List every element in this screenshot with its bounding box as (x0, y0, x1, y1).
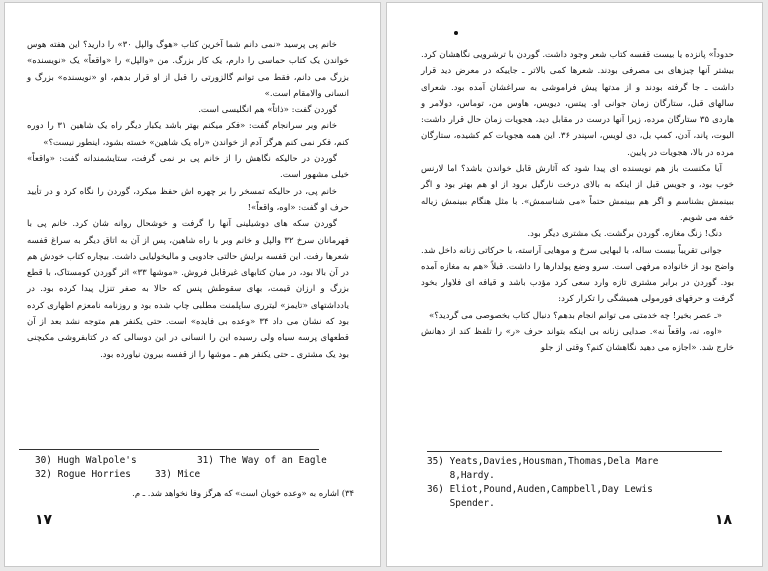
paragraph: آیا مکنست باز هم نویسنده ای پیدا شود که آثارش قابل خواندن باشد؟ اما لارنس خوب بود، و جویس قبل از اینکه به بالای درخت نارگیل برود از او هم بهتر بود و اگر ببینمش بشناسم و اگر هم ببینمش حتماً «می شناسمش». با مثل هنگام ببینمش زیاله خفه می شویم. (421, 164, 734, 223)
right-page-body (421, 47, 734, 357)
right-page (386, 2, 763, 567)
left-page-body (27, 37, 349, 363)
paragraph: دنگ! زنگ مغازه. گوردن برگشت. یک مشتری دیگر بود. (527, 229, 722, 240)
paragraph: گوردن گفت: «ذاتاً» هم انگلیسی است. (198, 105, 337, 116)
ink-dot (454, 31, 458, 35)
paragraph: خانم وبر سرانجام گفت: «فکر میکنم بهتر باشد یکبار دیگر راه یک شاهین ۳۱ را دوره کنم، فکر نمی کنم هرگز آدم از خواندن «راه یک شاهین» خسته بشود، اینطور نیست؟» (27, 121, 349, 148)
footnote-divider (19, 449, 319, 450)
footnote-latin: 30) Hugh Walpole's (35, 455, 137, 466)
paragraph: جوانی تقریباً بیست ساله، با لبهایی سرخ و موهایی آراسته، با حرکاتی زنانه داخل شد. واضح بود از خانواده مرفهی است. سرو وضع پولدارها را داشت. قبلاً «هم به مغازه آمده بود. گوردن در برابر مشتری تازه وارد سعی کرد مؤدب باشد و قیافه ای فلاوار بخود گرفت و حرفهای فورمولی همیشگی را تکرار کرد: (421, 245, 734, 305)
left-page (4, 2, 381, 567)
paragraph: گوردن سکه های دوشیلینی آنها را گرفت و خوشحال روانه شان کرد. خانم پی با فهرمانان سرخ ۳۲ والپل و خانم وبر با راه شاهین، پس از آن به اتاق دیگر به سراغ قفسه شعرها رفت. این قفسه برایش حالتی جادویی و مالیخولیایی داشت. بیچاره کتاب خودش هم در آن بالا بود، در میان کتابهای غیرقابل فروش. «موشها ۳۳» اثر گوردن کومستاک، با قطع بزرگ و ارزان قیمت، بهای سقوطش پنس که حالا به صفر تنزل پیدا کرده بود. در یادداشتهای «تایمز» لیترری ساپلمنت مطلبی چاپ شده بود و روزنامه نامعزم اظهاری کرده بود که نشان می داد ۳۴ «وعده بی فایده» است. حتی یکنفر هم متوجه نشد بعد از آن قطعهای پرسه سیاه ولی رسیده این را انسانی در این دوسالی که در کتابفروشی مکیچنی بود یک مشتری ـ حتی یکنفر هم ـ موشها را از قفسه بیرون نیاورده بود. (27, 219, 349, 360)
footnote-latin: 32) Rogue Horries (35, 469, 131, 480)
paragraph: خانم پی، در حالیکه تمسخر را بر چهره اش حفظ میکرد، گوردن را نگاه کرد و در تأیید حرف او گفت: «اوه، واقعاً»! (27, 186, 349, 213)
paragraph: «اوه، نه، واقعاً نه». صدایی زنانه بی اینکه بتواند حرف «ر» را تلفظ کند از دهانش خارج شد. «اجازه می دهید نگاهشان کنم؟ وقتی از جلو (421, 327, 734, 354)
page-number: ۱۷ (35, 512, 53, 528)
footnote-latin: 31) The Way of an Eagle (197, 455, 327, 466)
paragraph: گوردن در حالیکه نگاهش را از خانم پی بر نمی گرفت، ستایشمندانه گفت: «واقعاً» خیلی مشهور است. (27, 154, 349, 181)
paragraph: خانم پی پرسید «نمی دانم شما آخرین کتاب «هوگ والپل ۳۰» را دارید؟ این هفته هوس خواندن یک کتاب حماسی را دارم، یک کار بزرگ. من «والپل» را «واقعاً» یک «نویسنده» بزرگ می دانم، فقط می توانم گالزورتی را قبل از او قرار بدهم، او «نویسنده» بزرگ و انسانی والامقام است.» (27, 40, 349, 99)
paragraph: «ـ عصر بخیر! چه خدمتی می توانم انجام بدهم؟ دنبال کتاب بخصوصی می گردید؟» (428, 310, 722, 321)
footnote-persian: ۳۴) اشاره به «وعده خوبان است» که هرگز وفا نخواهد شد. ـ م. (132, 488, 354, 498)
paragraph: حدوداً» پانزده یا بیست قفسه کتاب شعر وجود داشت. گوردن با ترشرویی نگاهشان کرد. بیشتر آنها چیزهای بی مصرفی بودند. شعرها کمی بالاتر ـ جاییکه در معرض دید قرار داشت ـ جا گرفته بودند و از مدتها پیش فراموشی به سراغشان آمده بود. شعرای سالهای قبل، ستارگان زمان جوانی او. پیتس، دیویس، هاوس من، توماس، دولامر و هاردی ۳۵ ستارگان مرده، زیرا آنها درست در مقابل دید، هجویات زمان حال قرار داشت: الیوت، پاند، آدن، کمپ بل، دی لویس، اسپندر ۳۶. این همه هجویات کم کشیده، ستارگان مرده در بالا، هجویات در پایین. (421, 50, 734, 158)
footnote-latin: Spender. (427, 498, 495, 509)
footnote-latin: 36) Eliot,Pound,Auden,Campbell,Day Lewis (427, 484, 653, 495)
page-number: ۱۸ (714, 512, 732, 528)
footnote-latin: 33) Mice (155, 469, 201, 480)
footnote-divider (427, 451, 722, 452)
footnote-latin: 35) Yeats,Davies,Housman,Thomas,Dela Mare (427, 456, 659, 467)
footnote-latin: 8,Hardy. (427, 470, 495, 481)
